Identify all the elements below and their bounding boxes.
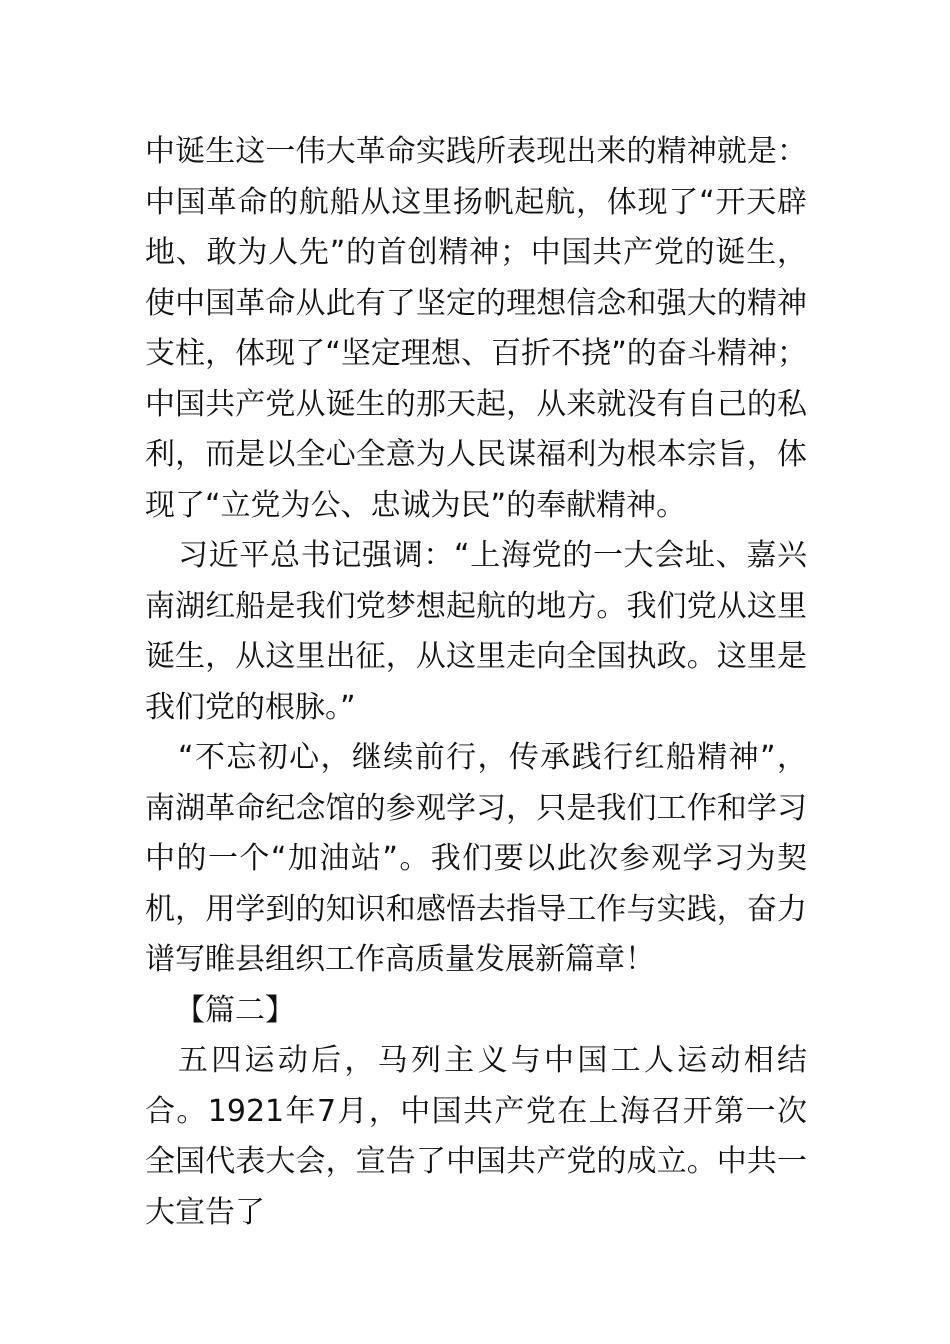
paragraph-xi-quote: 习近平总书记强调：“上海党的一大会址、嘉兴南湖红船是我们党梦想起航的地方。我们党从这里诞生，从这里出征，从这里走向全国执政。这里是我们党的根脉。”	[145, 538, 807, 725]
paragraph-may-fourth: 五四运动后，马列主义与中国工人运动相结合。1921年7月，中国共产党在上海召开第一次全国代表大会，宣告了中国共产党的成立。中共一大宣告了	[145, 1043, 807, 1230]
paragraph-study-conclusion: “不忘初心，继续前行，传承践行红船精神”，南湖革命纪念馆的参观学习，只是我们工作和学习中的一个“加油站”。我们要以此次参观学习为契机，用学到的知识和感悟去指导工作与实践，奋力谱写睢县组织工作高质量发展新篇章！	[145, 740, 807, 977]
section-heading: 【篇二】	[175, 992, 295, 1028]
paragraph-spirit-summary: 中诞生这一伟大革命实践所表现出来的精神就是：中国革命的航船从这里扬帆起航，体现了“开天辟地、敢为人先”的首创精神；中国共产党的诞生，使中国革命从此有了坚定的理想信念和强大的精神支柱，体现了“坚定理想、百折不挠”的奋斗精神；中国共产党从诞生的那天起，从来就没有自己的私利，而是以全心全意为人民谋福利为根本宗旨，体现了“立党为公、忠诚为民”的奉献精神。	[145, 134, 807, 523]
document-body	[145, 127, 807, 1238]
